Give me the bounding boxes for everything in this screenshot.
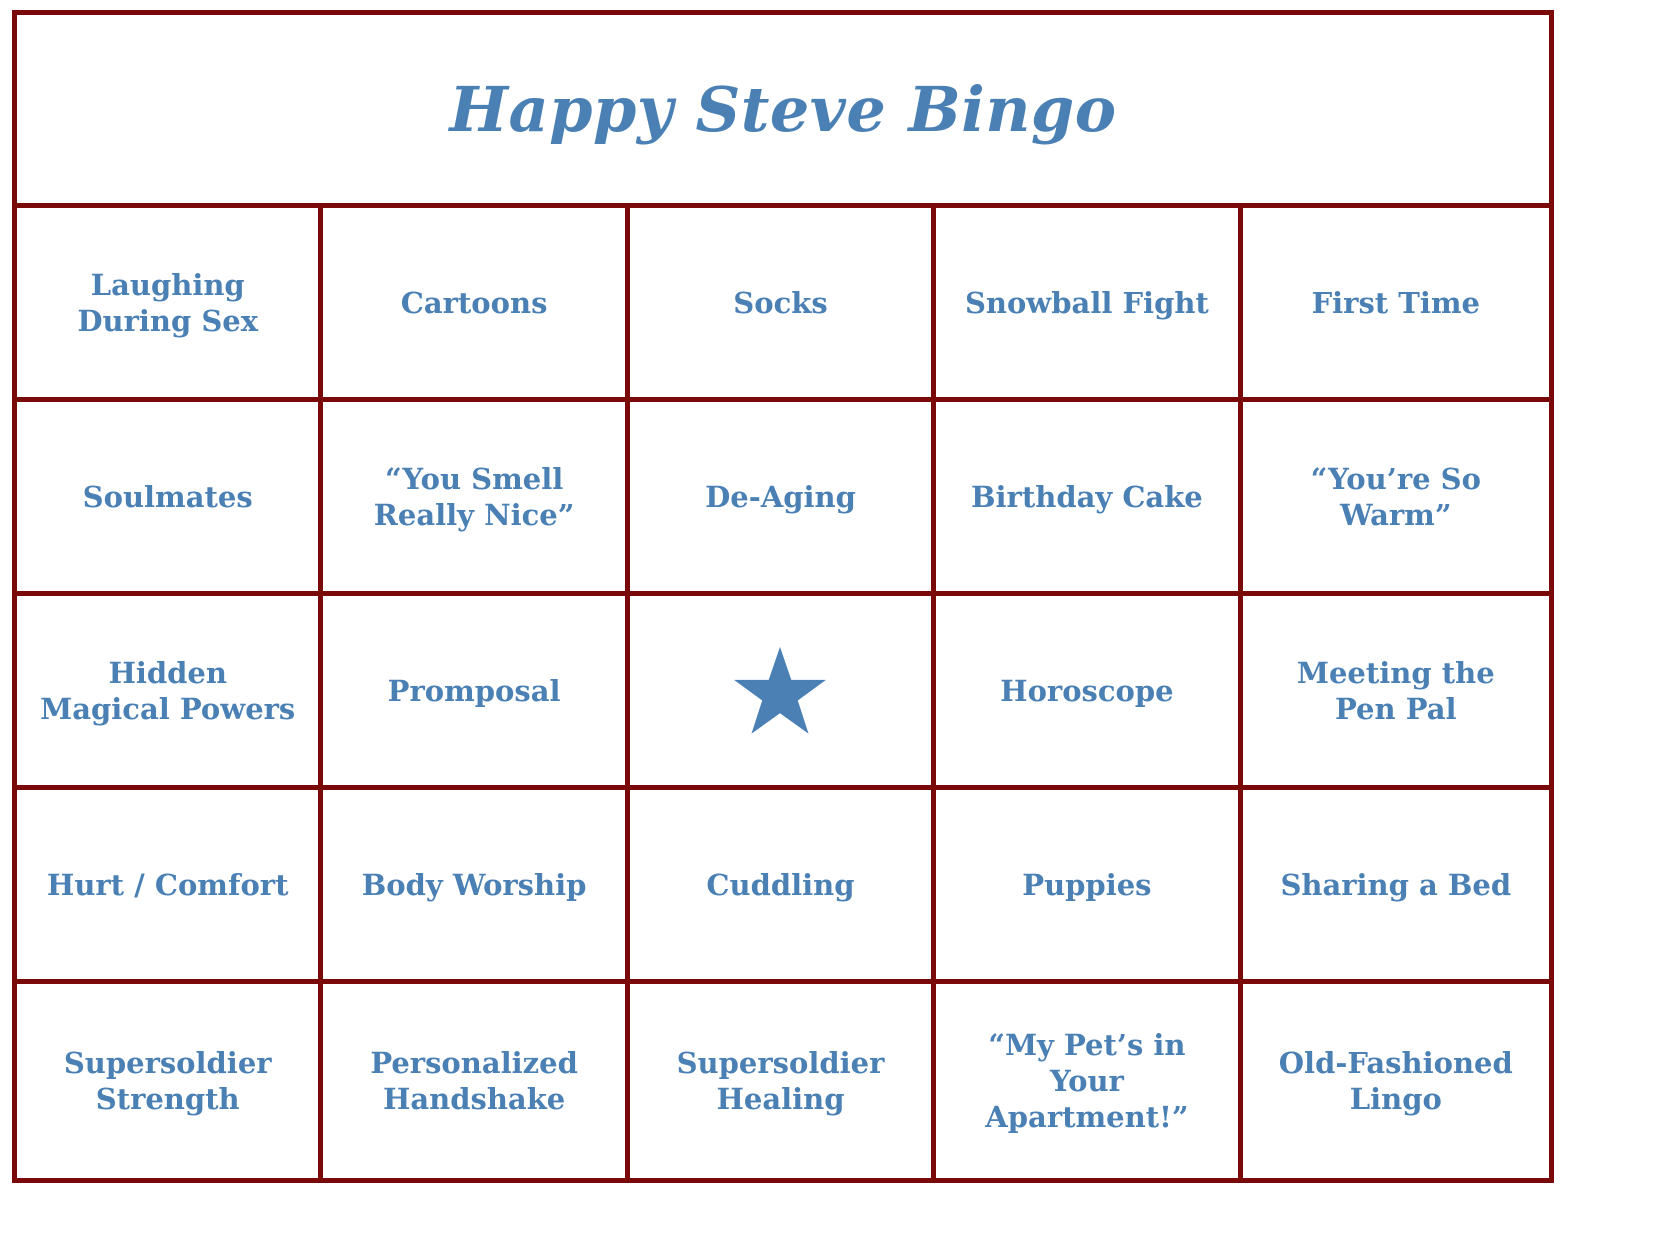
- bingo-cell[interactable]: Body Worship: [323, 790, 629, 979]
- bingo-cell[interactable]: Cuddling: [630, 790, 936, 979]
- bingo-cell[interactable]: Soulmates: [17, 402, 323, 591]
- bingo-cell[interactable]: “My Pet’s in Your Apartment!”: [936, 984, 1242, 1178]
- bingo-cell[interactable]: Supersoldier Strength: [17, 984, 323, 1178]
- bingo-cell[interactable]: Hidden Magical Powers: [17, 596, 323, 785]
- bingo-cell[interactable]: Laughing During Sex: [17, 208, 323, 397]
- bingo-row-4: [17, 790, 1549, 984]
- bingo-cell[interactable]: Birthday Cake: [936, 402, 1242, 591]
- bingo-cell[interactable]: Supersoldier Healing: [630, 984, 936, 1178]
- bingo-row-2: [17, 402, 1549, 596]
- bingo-cell[interactable]: “You Smell Really Nice”: [323, 402, 629, 591]
- bingo-row-3: [17, 596, 1549, 790]
- bingo-cell[interactable]: Hurt / Comfort: [17, 790, 323, 979]
- bingo-cell[interactable]: Personalized Handshake: [323, 984, 629, 1178]
- bingo-cell[interactable]: Sharing a Bed: [1280, 867, 1512, 902]
- bingo-cell[interactable]: Snowball Fight: [936, 208, 1242, 397]
- bingo-cell[interactable]: Socks: [630, 208, 936, 397]
- bingo-cell[interactable]: Cartoons: [323, 208, 629, 397]
- bingo-cell[interactable]: Puppies: [936, 790, 1242, 979]
- bingo-card: [12, 10, 1554, 1183]
- page-title: Happy Steve Bingo: [449, 72, 1117, 146]
- star-icon: [732, 645, 828, 737]
- bingo-row-1: [17, 208, 1549, 402]
- free-space-cell[interactable]: [630, 596, 936, 785]
- bingo-cell[interactable]: First Time: [1311, 285, 1480, 320]
- bingo-row-5: [17, 984, 1549, 1178]
- title-row: [17, 15, 1549, 208]
- bingo-cell[interactable]: Old-Fashioned Lingo: [1278, 1046, 1513, 1116]
- bingo-cell[interactable]: Meeting the Pen Pal: [1296, 655, 1495, 726]
- bingo-cell[interactable]: Promposal: [323, 596, 629, 785]
- bingo-cell[interactable]: “You’re So Warm”: [1310, 461, 1481, 532]
- bingo-cell[interactable]: Horoscope: [936, 596, 1242, 785]
- bingo-cell[interactable]: De-Aging: [630, 402, 936, 591]
